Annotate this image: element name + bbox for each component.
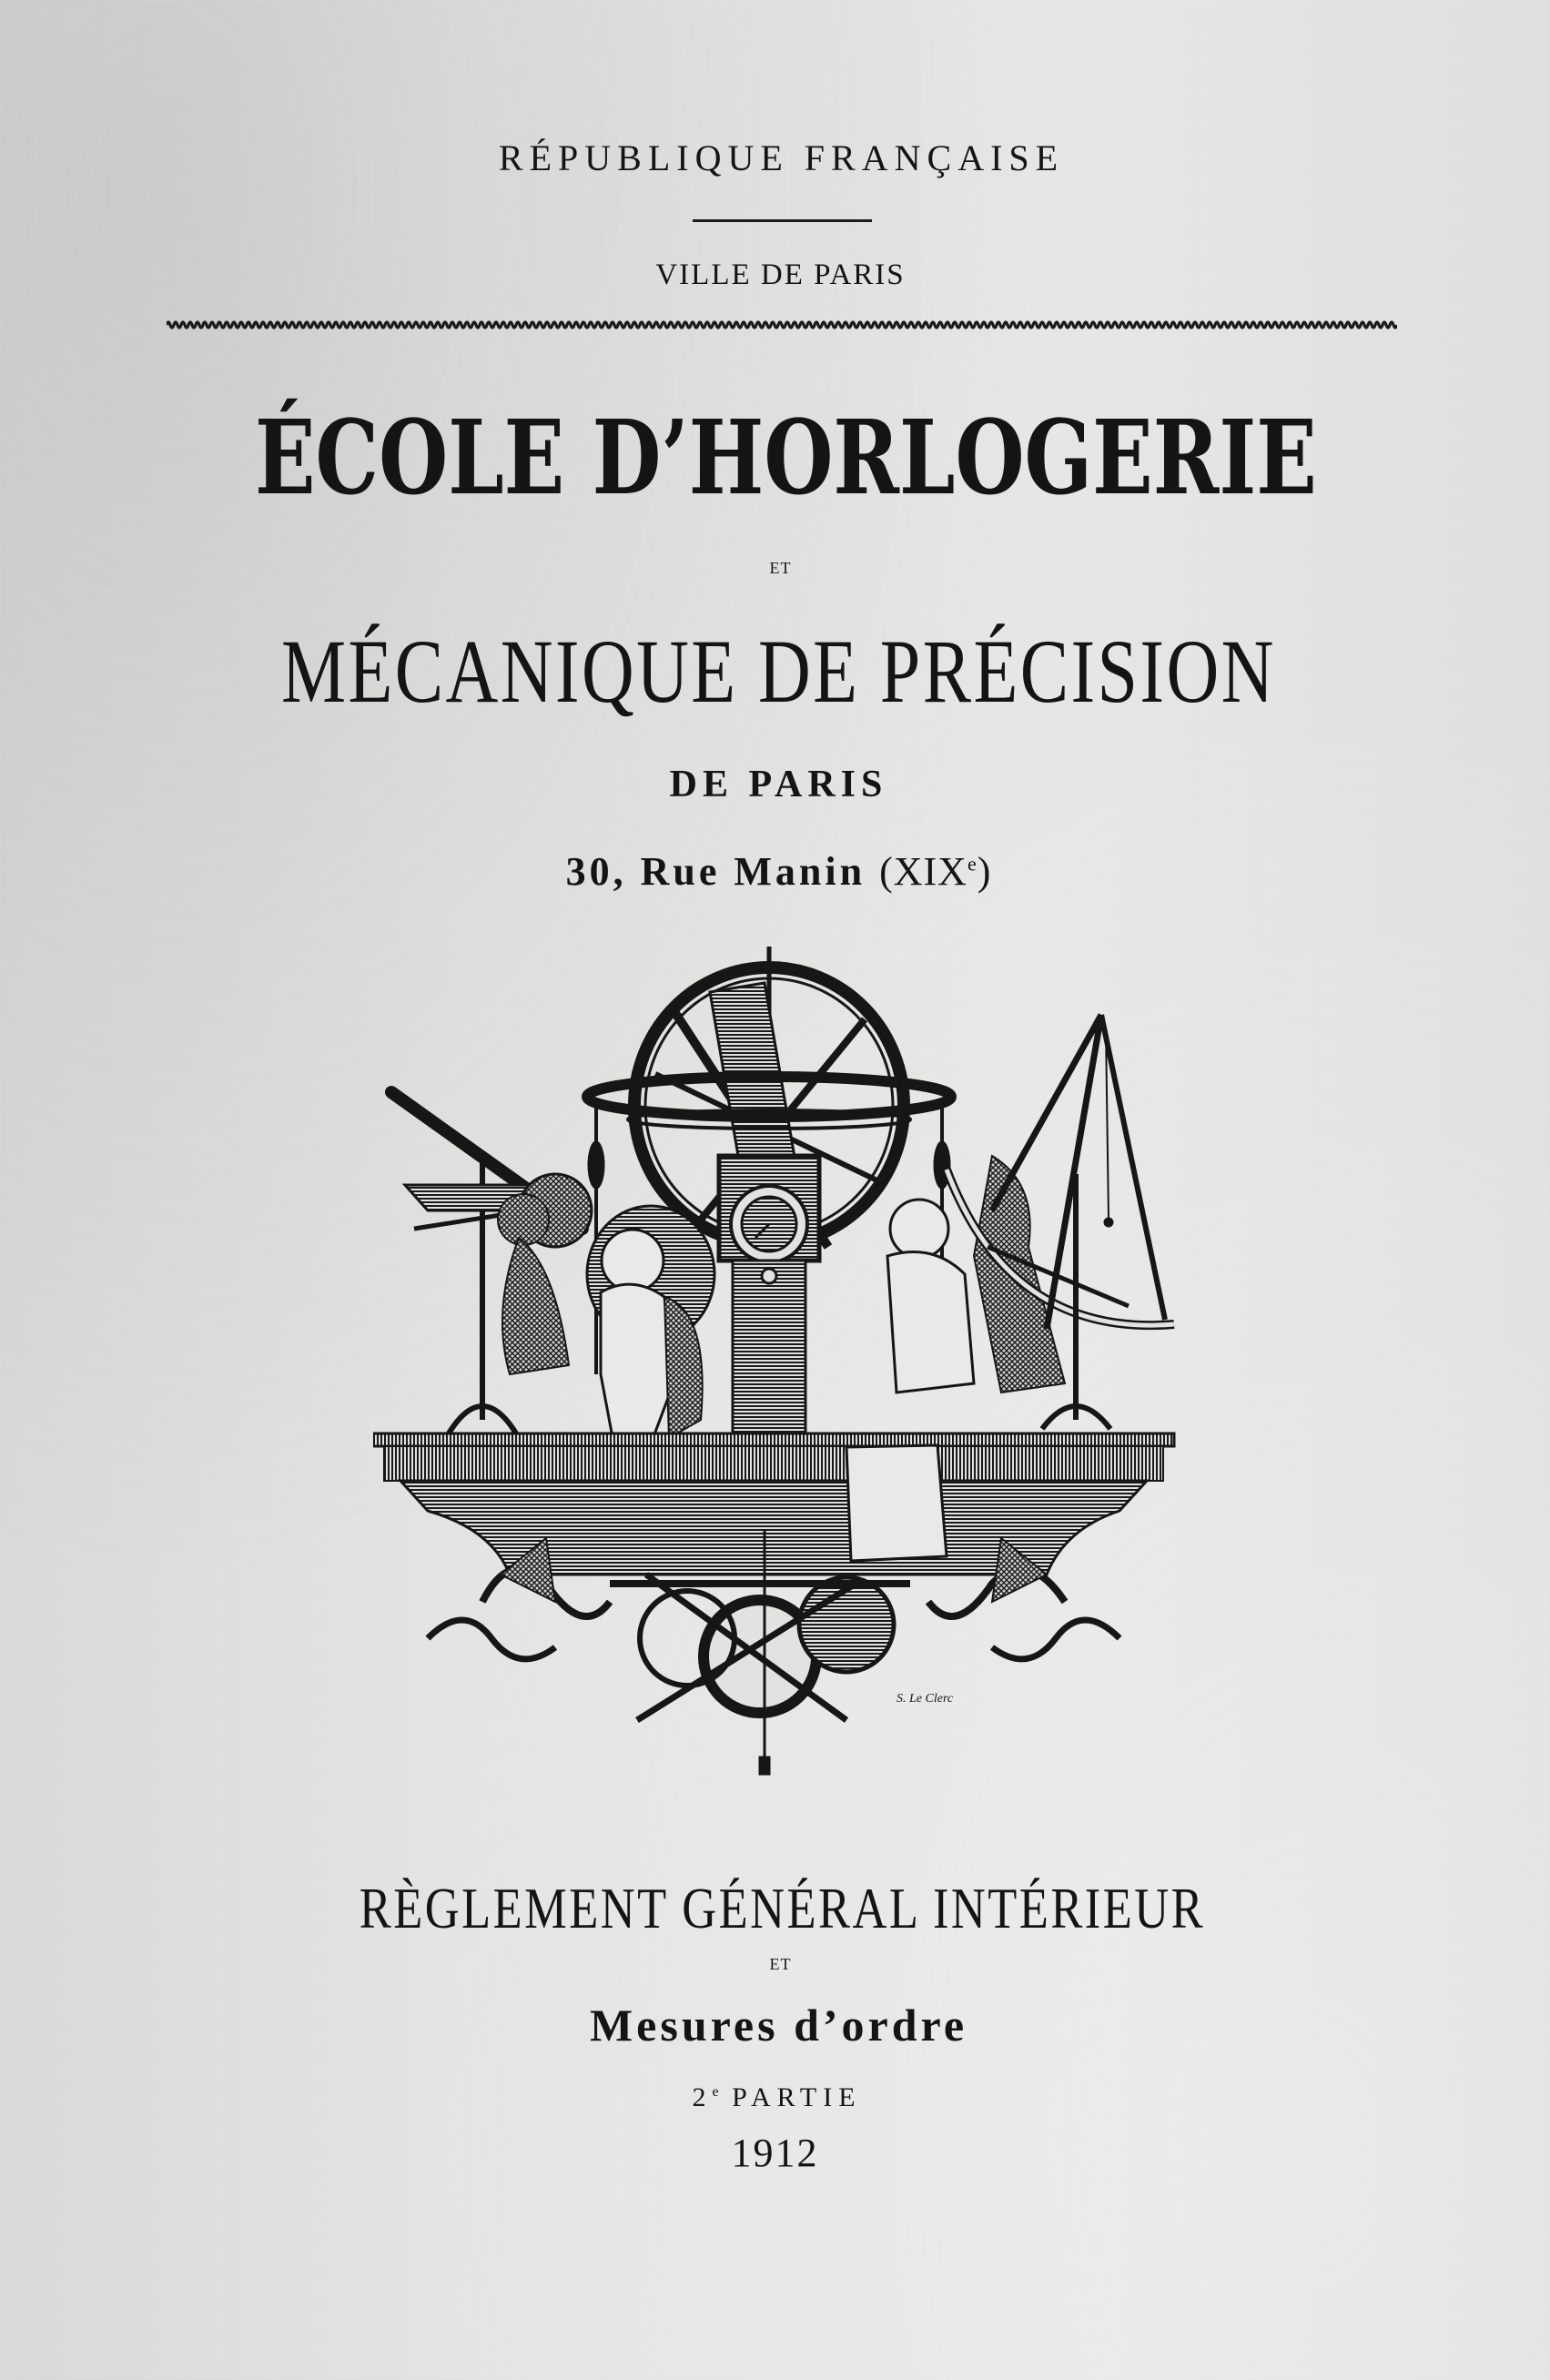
- school-title: ÉCOLE D’HORLOGERIE: [254, 399, 1317, 518]
- engraver-signature: S. Le Clerc: [897, 1692, 954, 1706]
- wavy-rule-divider: [167, 317, 1397, 333]
- regulation-title: RÈGLEMENT GÉNÉRAL INTÉRIEUR: [359, 1876, 1206, 1940]
- part-label: 2e PARTIE: [692, 2082, 862, 2112]
- telescope-icon: [391, 1092, 583, 1438]
- school-address: [4, 848, 1550, 895]
- city-heading: VILLE DE PARIS: [655, 258, 906, 291]
- conjunction-et-2: ET: [769, 1955, 792, 1973]
- arrondissement: (XIXe): [879, 849, 992, 894]
- republic-heading: RÉPUBLIQUE FRANÇAISE: [498, 137, 1065, 178]
- school-city: DE PARIS: [669, 764, 888, 805]
- engraving-illustration: [373, 947, 1192, 1784]
- short-rule-divider: [693, 219, 872, 222]
- clock-icon: [719, 1156, 819, 1443]
- measures-title: Mesures d’ordre: [589, 2000, 968, 2051]
- street-address: 30, Rue Manin: [565, 849, 866, 894]
- publication-year: 1912: [731, 2131, 819, 2175]
- cherub-right-icon: [887, 1156, 1065, 1393]
- school-title-line2: MÉCANIQUE DE PRÉCISION: [281, 621, 1276, 722]
- conjunction-et-1: ET: [769, 559, 792, 577]
- shelf-icon: [373, 1433, 1174, 1575]
